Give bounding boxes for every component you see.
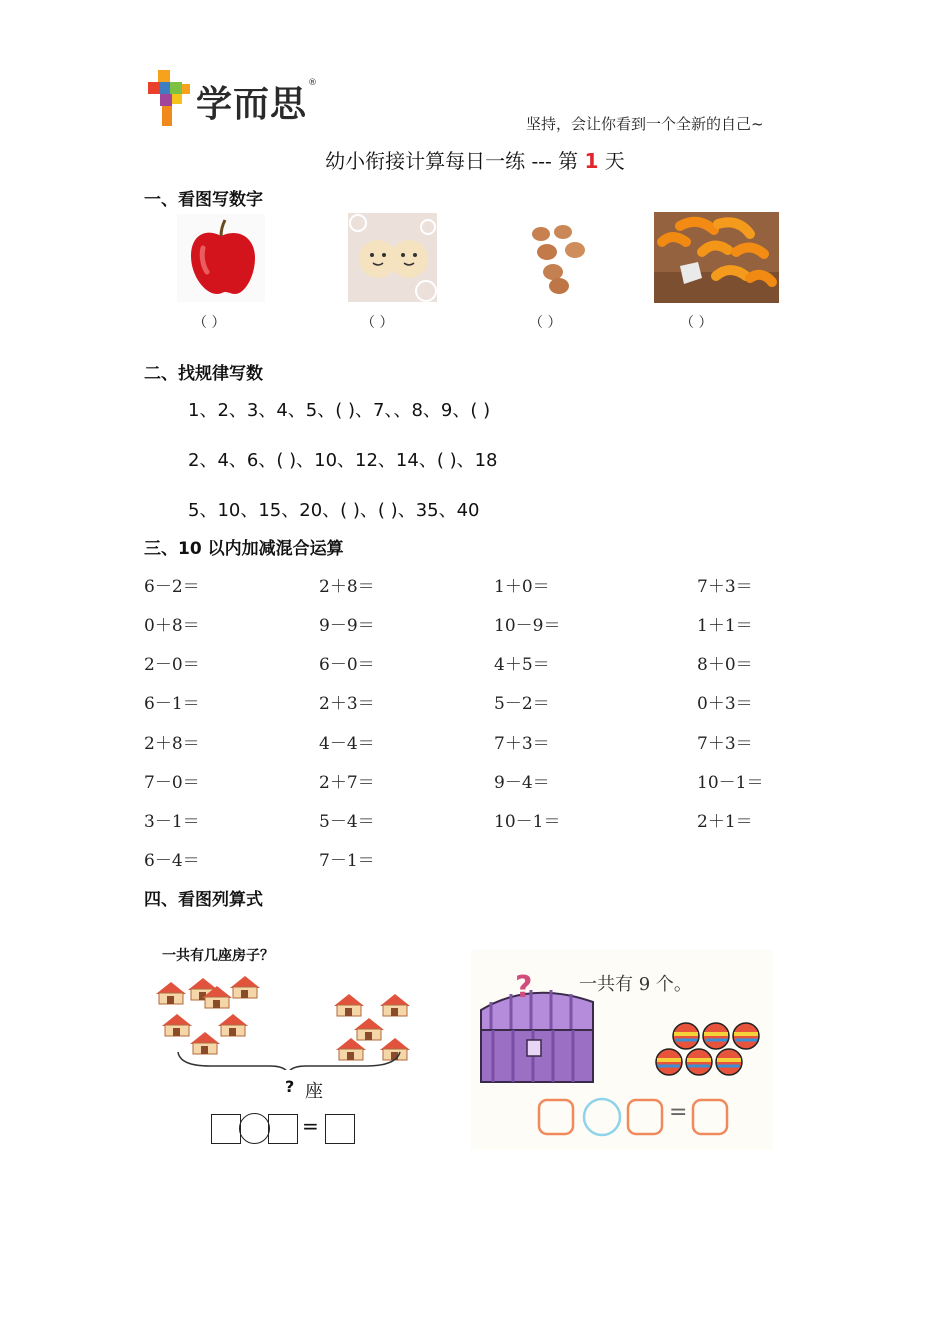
equation[interactable]: 2＋8＝ — [144, 734, 200, 754]
chest-caption: 一共有 9 个。 — [579, 974, 692, 995]
registered-mark: ® — [308, 78, 317, 88]
equation[interactable]: 1＋1＝ — [697, 616, 753, 636]
houses-equals-sign: = — [302, 1114, 319, 1138]
title-day: 1 — [584, 149, 599, 173]
slogan: 坚持，会让你看到一个全新的自己~ — [526, 115, 764, 133]
equation[interactable]: 7－0＝ — [144, 773, 200, 793]
equation[interactable]: 6－2＝ — [144, 577, 200, 597]
equation[interactable]: 0＋3＝ — [697, 694, 753, 714]
equation[interactable]: 2＋7＝ — [319, 773, 375, 793]
equation[interactable]: 6－1＝ — [144, 694, 200, 714]
sequence-row-3[interactable]: 5、10、15、20、( )、( )、35、40 — [188, 500, 480, 521]
eggs-picture — [517, 214, 605, 302]
equation[interactable]: 3－1＝ — [144, 812, 200, 832]
houses-unit: 座 — [305, 1081, 323, 1102]
section3-heading: 三、10 以内加减混合运算 — [144, 539, 344, 559]
equation[interactable]: 2－0＝ — [144, 655, 200, 675]
houses-question: 一共有几座房子？ — [162, 948, 274, 964]
oranges-answer-blank[interactable]: （ ） — [680, 315, 713, 331]
title-prefix: 幼小衔接计算每日一练 --- 第 — [325, 149, 585, 173]
houses-operator-circle[interactable] — [239, 1113, 270, 1144]
equation[interactable]: 6－0＝ — [319, 655, 375, 675]
logo-text: 学而思 — [196, 84, 308, 125]
chest-problem-panel — [471, 950, 773, 1150]
houses-question-mark: ? — [285, 1077, 295, 1096]
chest-equals-sign: = — [669, 1100, 688, 1125]
houses-answer-box-1[interactable] — [211, 1114, 241, 1144]
logo-mark-icon — [148, 70, 194, 130]
houses-result-box[interactable] — [325, 1114, 355, 1144]
equation[interactable]: 7＋3＝ — [494, 734, 550, 754]
title-suffix: 天 — [598, 149, 625, 173]
equation[interactable]: 4－4＝ — [319, 734, 375, 754]
apple-picture — [177, 214, 265, 302]
equation[interactable]: 7＋3＝ — [697, 577, 753, 597]
section2-heading: 二、找规律写数 — [144, 364, 263, 384]
page-title — [0, 145, 950, 174]
orange-slices-picture — [654, 212, 779, 303]
houses-answer-box-2[interactable] — [268, 1114, 298, 1144]
equation[interactable]: 4＋5＝ — [494, 655, 550, 675]
equation[interactable]: 5－4＝ — [319, 812, 375, 832]
ball-icon — [656, 1023, 759, 1075]
section1-heading: 一、看图写数字 — [144, 190, 263, 210]
sequence-row-2[interactable]: 2、4、6、( )、10、12、14、( )、18 — [188, 450, 498, 471]
equation[interactable]: 9－9＝ — [319, 616, 375, 636]
equation[interactable]: 10－9＝ — [494, 616, 561, 636]
cookies-picture — [348, 213, 437, 302]
equation[interactable]: 10－1＝ — [494, 812, 561, 832]
equation[interactable]: 7－1＝ — [319, 851, 375, 871]
chest-question-mark: ? — [515, 970, 533, 1005]
eggs-answer-blank[interactable]: （ ） — [529, 315, 562, 331]
cookies-answer-blank[interactable]: （ ） — [361, 315, 394, 331]
equation[interactable]: 2＋1＝ — [697, 812, 753, 832]
equation[interactable]: 10－1＝ — [697, 773, 764, 793]
equation[interactable]: 5－2＝ — [494, 694, 550, 714]
equation[interactable]: 7＋3＝ — [697, 734, 753, 754]
equation[interactable]: 2＋3＝ — [319, 694, 375, 714]
sequence-row-1[interactable]: 1、2、3、4、5、( )、7、、8、9、( ) — [188, 400, 491, 421]
apple-answer-blank[interactable]: （ ） — [193, 315, 226, 331]
equation[interactable]: 0＋8＝ — [144, 616, 200, 636]
equation[interactable]: 8＋0＝ — [697, 655, 753, 675]
equation[interactable]: 6－4＝ — [144, 851, 200, 871]
equation[interactable]: 1＋0＝ — [494, 577, 550, 597]
houses-illustration — [150, 968, 420, 1070]
brand-logo — [148, 70, 328, 132]
section4-heading: 四、看图列算式 — [144, 890, 263, 910]
equation[interactable]: 9－4＝ — [494, 773, 550, 793]
equation[interactable]: 2＋8＝ — [319, 577, 375, 597]
